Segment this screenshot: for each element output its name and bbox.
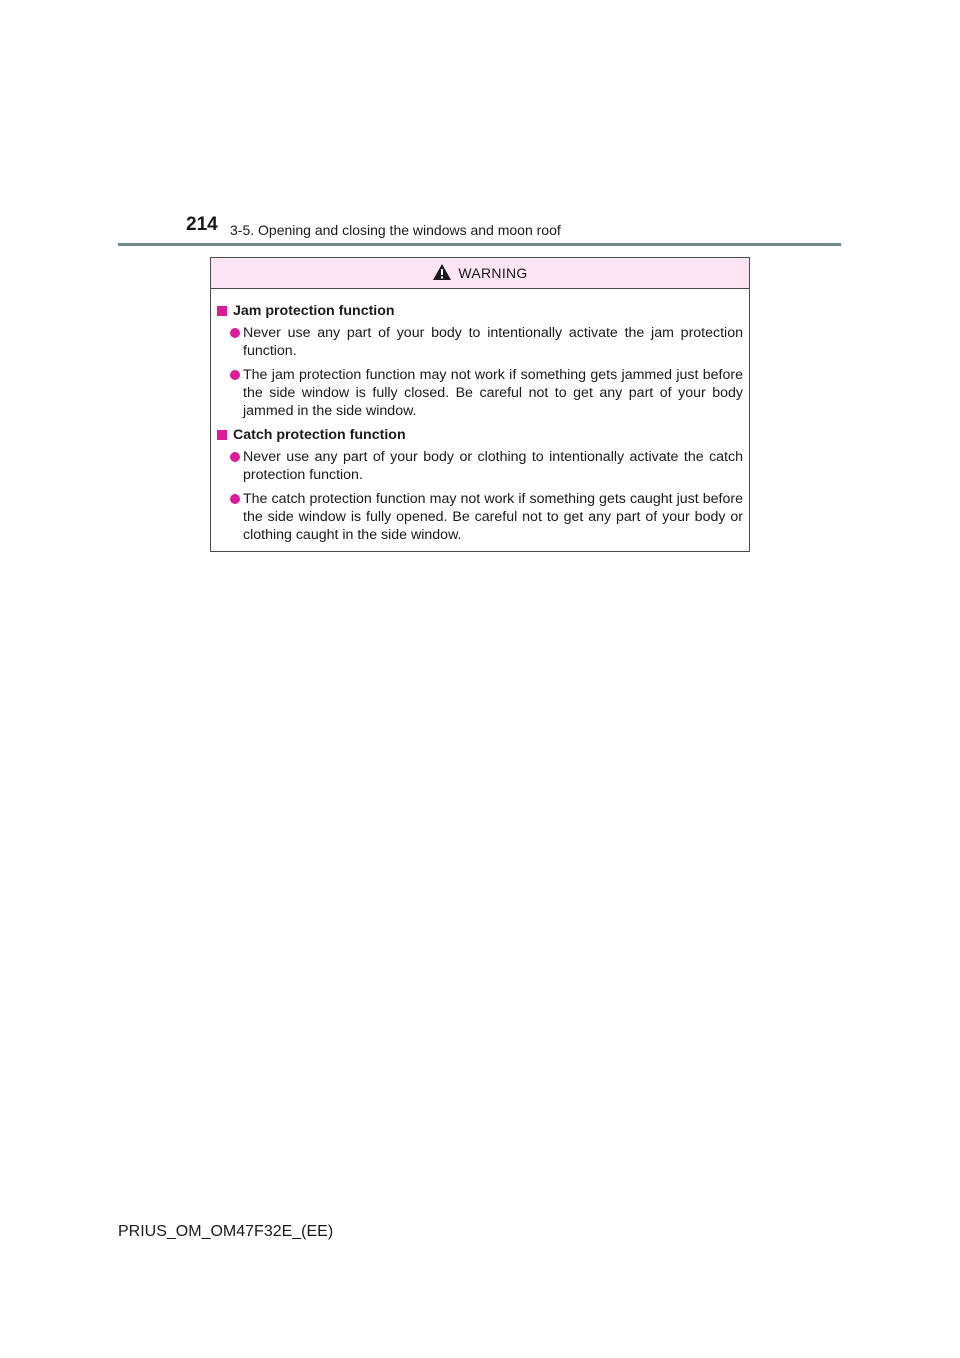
- square-bullet-icon: [217, 430, 227, 440]
- page-number: 214: [186, 214, 218, 235]
- warning-box: [210, 257, 750, 552]
- topic-heading: [217, 302, 743, 320]
- topic-title: Catch protection function: [233, 427, 406, 443]
- bullet-item: [217, 448, 743, 484]
- bullet-text: The jam protection function may not work if something gets jammed just before the side window is fully closed. Be careful not to get any part of your body jammed in the side window.: [243, 367, 743, 419]
- circle-bullet-icon: [230, 494, 240, 504]
- section-title: 3-5. Opening and closing the windows and moon roof: [230, 222, 561, 238]
- bullet-item: [217, 490, 743, 544]
- warning-body: [211, 289, 749, 544]
- circle-bullet-icon: [230, 328, 240, 338]
- warning-label: WARNING: [458, 265, 528, 281]
- bullet-text: Never use any part of your body or clothing to intentionally activate the catch protection function.: [243, 449, 743, 483]
- bullet-item: [217, 324, 743, 360]
- topic-title: Jam protection function: [233, 303, 395, 319]
- warning-header: [211, 258, 749, 289]
- circle-bullet-icon: [230, 370, 240, 380]
- header-rule: [118, 243, 841, 246]
- square-bullet-icon: [217, 306, 227, 316]
- warning-triangle-icon: [432, 265, 452, 281]
- circle-bullet-icon: [230, 452, 240, 462]
- bullet-item: [217, 366, 743, 420]
- bullet-text: The catch protection function may not work if something gets caught just before the side window is fully opened. Be careful not to get any part of your body or clothing caught in the side window.: [243, 491, 743, 543]
- document-code: PRIUS_OM_OM47F32E_(EE): [118, 1223, 334, 1240]
- bullet-text: Never use any part of your body to intentionally activate the jam protection function.: [243, 325, 743, 359]
- topic-heading: [217, 426, 743, 444]
